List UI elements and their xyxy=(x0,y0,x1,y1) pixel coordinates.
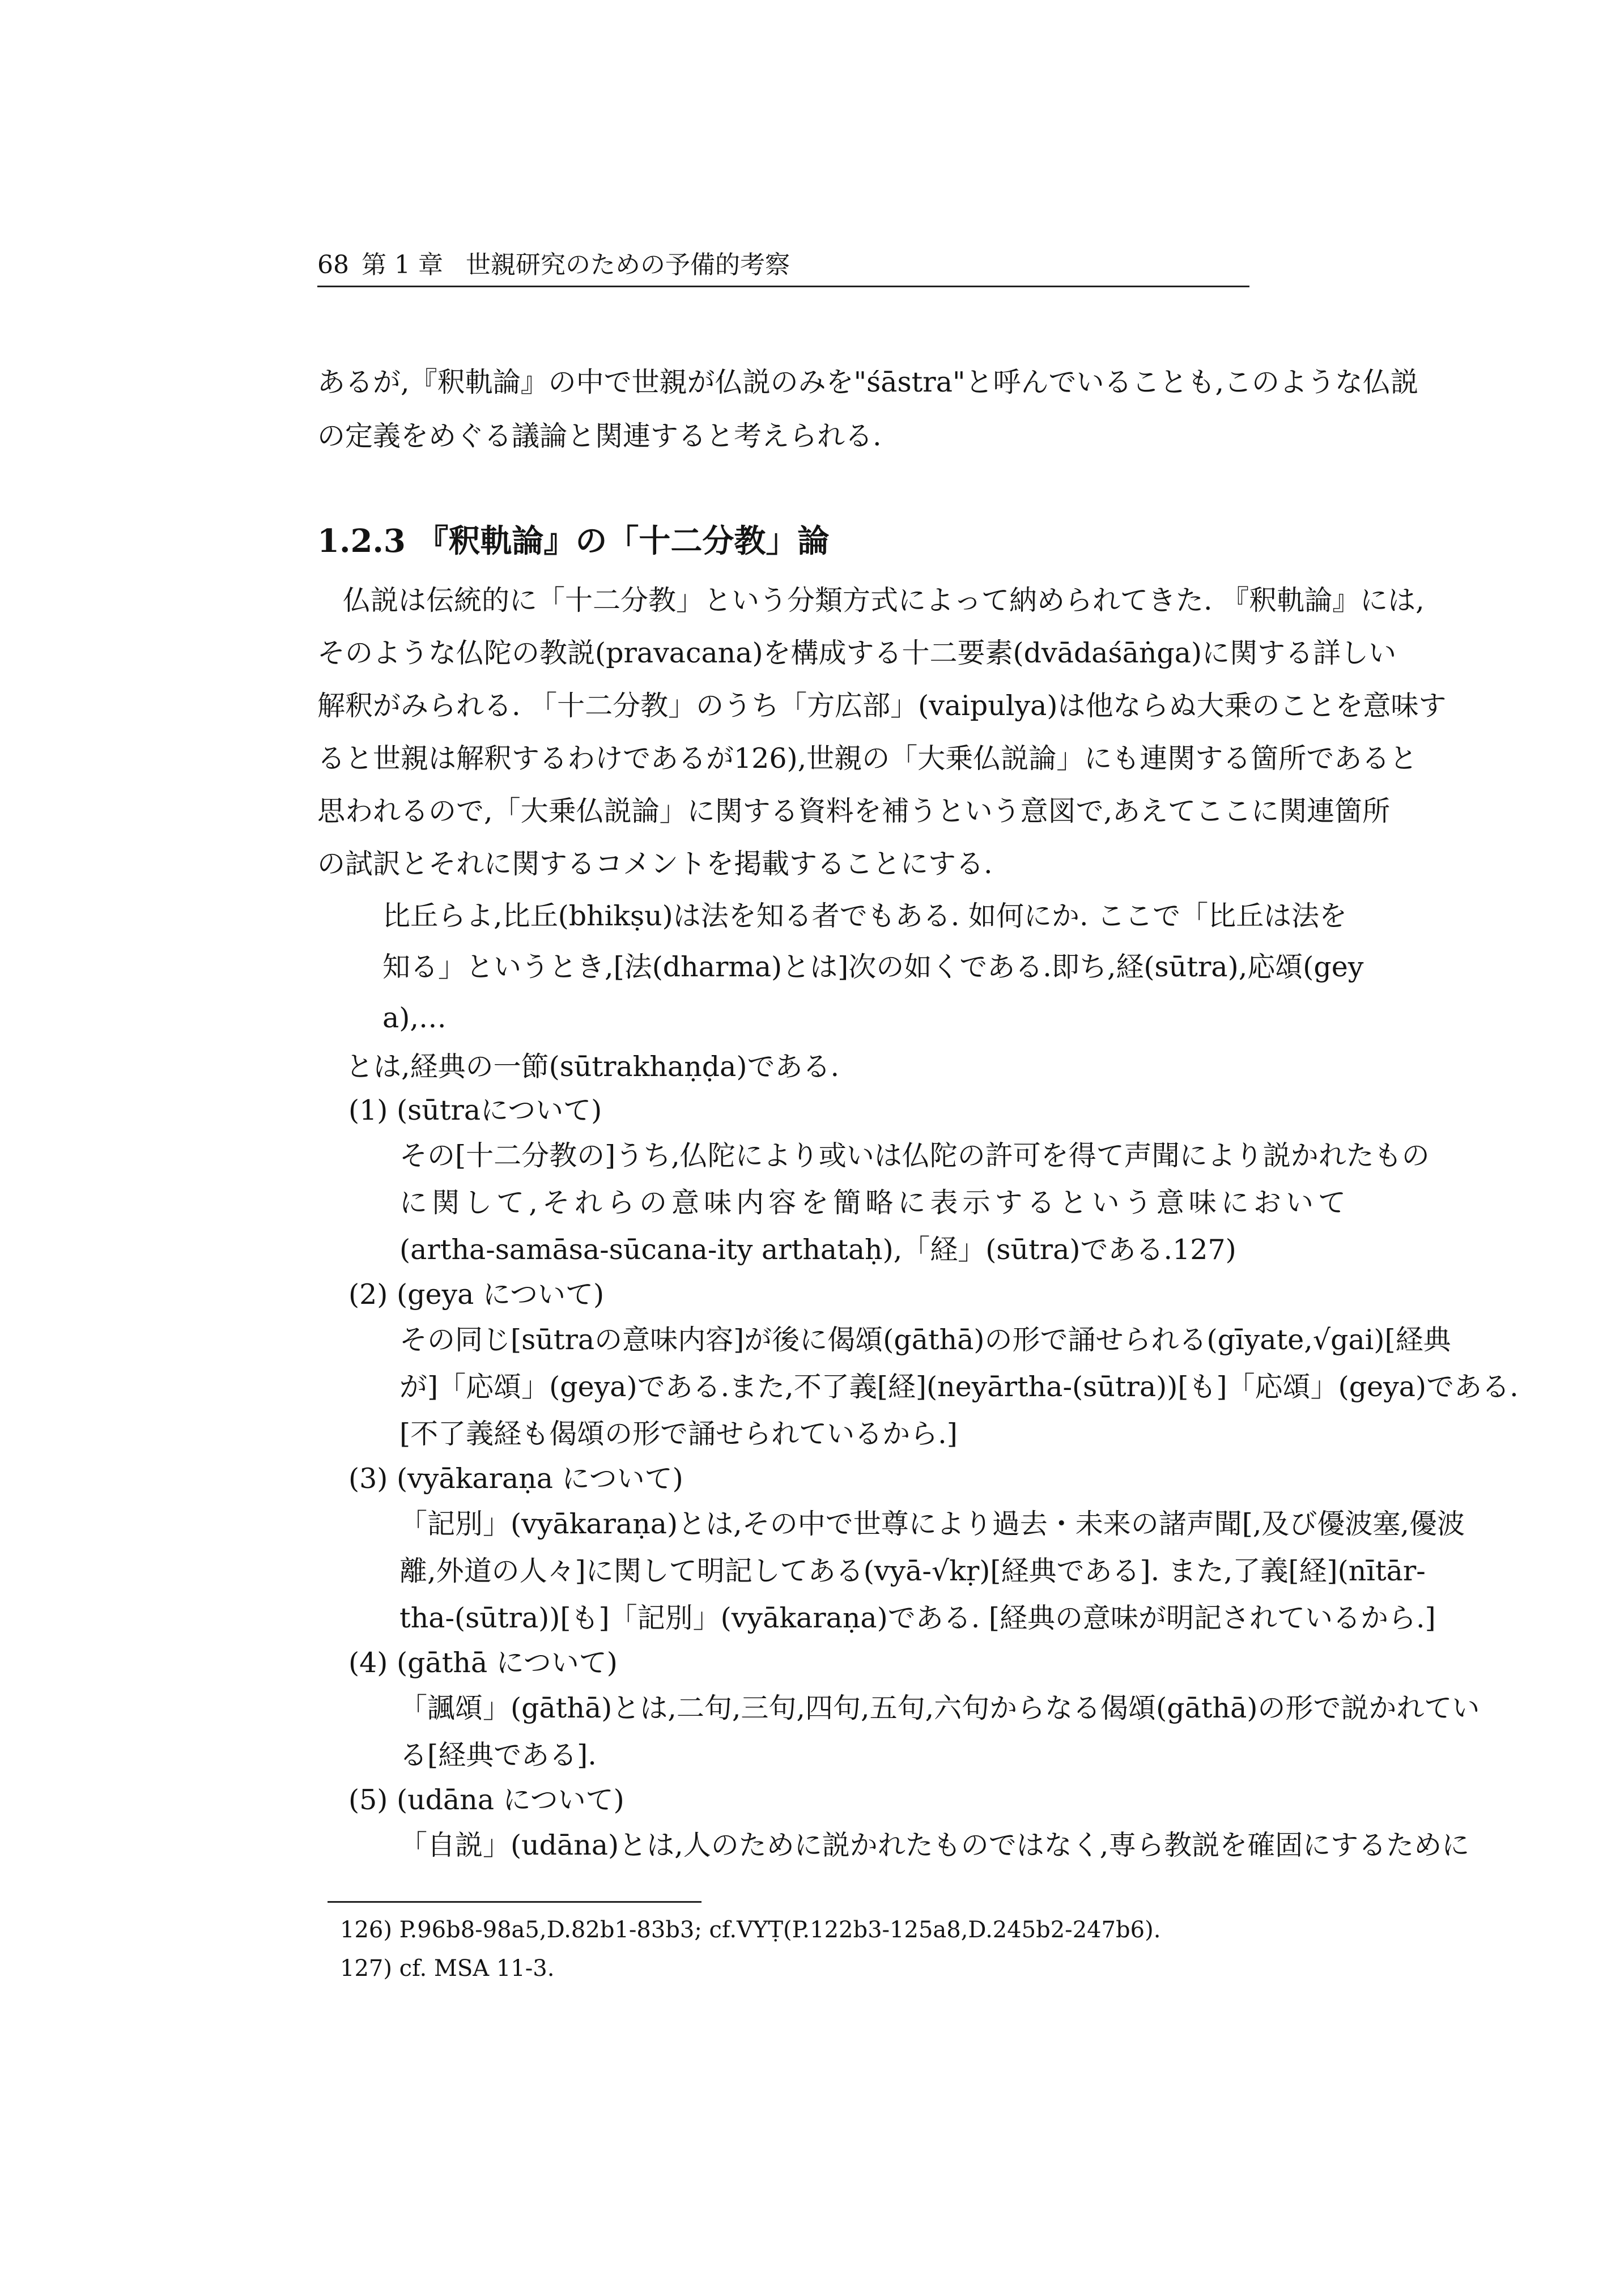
item-line: [不了義経も偈頌の形で誦せられているから.] xyxy=(399,1418,958,1450)
item-heading: (gāthā について) xyxy=(397,1647,618,1679)
item-head xyxy=(348,1459,683,1499)
intro-line: の定義をめぐる議論と関連すると考えられる. xyxy=(317,420,882,452)
section-title: 『釈軌論』の「十二分教」論 xyxy=(416,522,830,560)
running-header xyxy=(317,248,1249,287)
body-line: の試訳とそれに関するコメントを掲載することにする. xyxy=(317,848,993,880)
section-number: 1.2.3 xyxy=(317,522,406,560)
item-number: (5) xyxy=(348,1784,388,1816)
item-line: (artha-samāsa-sūcana-ity arthataḥ),「経」(sūtra)である.127) xyxy=(399,1234,1236,1266)
body-line: ると世親は解釈するわけであるが126),世親の「大乗仏説論」にも連関する箇所であると xyxy=(317,742,1418,775)
item-line: る[経典である]. xyxy=(399,1739,597,1771)
item-number: (1) xyxy=(348,1094,388,1126)
item-line: 「諷頌」(gāthā)とは,二句,三句,四句,五句,六句からなる偈頌(gāthā)の形で説かれてい xyxy=(399,1692,1480,1724)
item-head xyxy=(348,1091,602,1130)
item-line: が]「応頌」(geya)である.また,不了義[経](neyārtha-(sūtra))[も]「応頌」(geya)である. xyxy=(399,1371,1519,1403)
chapter-label: 第 1 章 xyxy=(362,250,443,279)
body-line: 解釈がみられる. 「十二分教」のうち「方広部」(vaipulya)は他ならぬ大乗のことを意味す xyxy=(317,690,1447,722)
item-line: その同じ[sūtraの意味内容]が後に偈頌(gāthā)の形で誦せられる(gīyate,√gai)[経典 xyxy=(399,1324,1451,1356)
item-head xyxy=(348,1643,618,1683)
item-line: に関して,それらの意味内容を簡略に表示するという意味において xyxy=(399,1187,1346,1219)
footnote-rule xyxy=(328,1901,702,1903)
item-line: その[十二分教の]うち,仏陀により或いは仏陀の許可を得て声聞により説かれたもの xyxy=(399,1140,1430,1172)
body-line: 仏説は伝統的に「十二分教」という分類方式によって納められてきた. 『釈軌論』には, xyxy=(343,584,1425,616)
quote-line: 比丘らよ,比丘(bhikṣu)は法を知る者でもある. 如何にか. ここで「比丘は法を xyxy=(382,900,1347,932)
item-line: 「記別」(vyākaraṇa)とは,その中で世尊により過去・未来の諸声聞[,及び優波塞,優波 xyxy=(399,1508,1465,1540)
item-line: tha-(sūtra))[も]「記別」(vyākaraṇa)である. [経典の意味が明記されているから.] xyxy=(399,1602,1436,1634)
item-number: (3) xyxy=(348,1462,388,1495)
item-heading: (sūtraについて) xyxy=(397,1094,602,1126)
footnote: 126) P.96b8-98a5,D.82b1-83b3; cf.VYṬ(P.122b3-125a8,D.245b2-247b6). xyxy=(340,1917,1161,1943)
page-number: 68 xyxy=(317,250,349,279)
item-number: (2) xyxy=(348,1278,388,1311)
quote-after-line: とは,経典の一節(sūtrakhaṇḍa)である. xyxy=(346,1051,840,1083)
chapter-title: 世親研究のための予備的考察 xyxy=(465,250,790,279)
item-line: 離,外道の人々]に関して明記してある(vyā-√kṛ)[経典である]. また,了義[経](nītār- xyxy=(399,1555,1426,1587)
footnote: 127) cf. MSA 11-3. xyxy=(340,1955,555,1982)
item-heading: (geya について) xyxy=(397,1278,605,1311)
quote-line: 知る」というとき,[法(dharma)とは]次の如くである.即ち,経(sūtra),応頌(gey xyxy=(382,951,1364,983)
item-heading: (udāna について) xyxy=(397,1784,624,1816)
item-line: 「自説」(udāna)とは,人のために説かれたものではなく,専ら教説を確固にするために xyxy=(399,1829,1470,1861)
section-heading xyxy=(317,521,829,561)
item-number: (4) xyxy=(348,1647,388,1679)
intro-line: あるが,『釈軌論』の中で世親が仏説のみを"śāstra"と呼んでいることも,このような仏説 xyxy=(317,366,1419,398)
body-line: そのような仏陀の教説(pravacana)を構成する十二要素(dvādaśāṅga)に関する詳しい xyxy=(317,637,1397,669)
body-line: 思われるので,「大乗仏説論」に関する資料を補うという意図で,あえてここに関連箇所 xyxy=(317,795,1391,827)
quote-line: a),… xyxy=(382,1002,447,1034)
item-head xyxy=(348,1780,624,1820)
item-head xyxy=(348,1275,604,1315)
item-heading: (vyākaraṇa について) xyxy=(397,1462,683,1495)
